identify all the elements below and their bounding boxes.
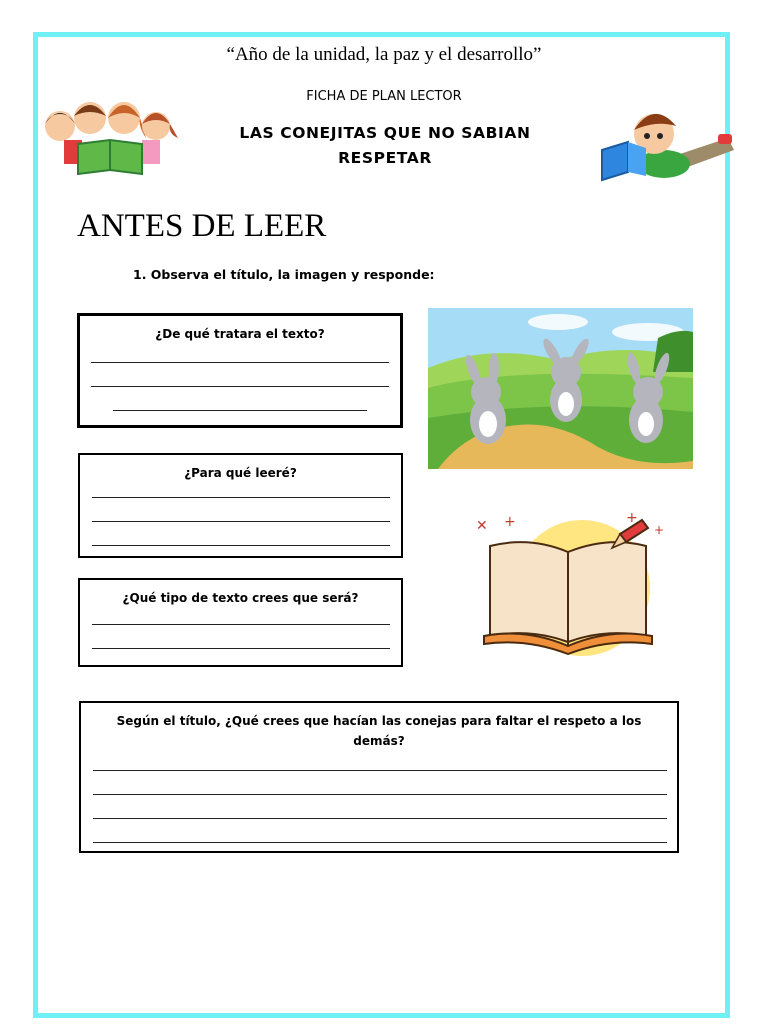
question-purpose: ¿Para qué leeré? [184, 466, 297, 480]
question-topic: ¿De qué tratara el texto? [155, 327, 325, 341]
bunnies-meadow-image [428, 308, 693, 469]
answer-line[interactable] [93, 794, 667, 795]
answer-line[interactable] [92, 545, 390, 546]
boy-reading-icon [598, 108, 738, 188]
answer-box-text-type [78, 578, 403, 667]
answer-line[interactable] [92, 624, 390, 625]
answer-line[interactable] [91, 386, 389, 387]
open-book-pencil-icon [470, 508, 670, 660]
answer-line[interactable] [93, 818, 667, 819]
svg-text:+: + [626, 510, 638, 526]
answer-line[interactable] [93, 770, 667, 771]
answer-line[interactable] [93, 842, 667, 843]
children-reading-icon [38, 96, 184, 180]
answer-box-purpose [78, 453, 403, 558]
answer-line[interactable] [92, 497, 390, 498]
answer-box-disrespect [79, 701, 679, 853]
answer-line[interactable] [92, 521, 390, 522]
svg-text:✕: ✕ [476, 518, 488, 534]
question-disrespect: Según el título, ¿Qué crees que hacían las conejas para faltar el respeto a los demás? [116, 714, 642, 748]
question-text-type: ¿Qué tipo de texto crees que será? [122, 591, 359, 605]
worksheet-type: FICHA DE PLAN LECTOR [306, 89, 462, 104]
svg-text:+: + [654, 523, 665, 537]
answer-line[interactable] [92, 648, 390, 649]
instruction: 1. Observa el título, la imagen y responde: [133, 267, 435, 282]
section-heading: ANTES DE LEER [77, 208, 327, 244]
story-title: LAS CONEJITAS QUE NO SABIAN RESPETAR [239, 124, 531, 167]
svg-text:+: + [504, 514, 516, 530]
answer-line[interactable] [91, 362, 389, 363]
answer-line[interactable] [113, 410, 367, 411]
year-motto: “Año de la unidad, la paz y el desarrollo” [226, 44, 542, 65]
answer-box-topic [77, 313, 403, 428]
